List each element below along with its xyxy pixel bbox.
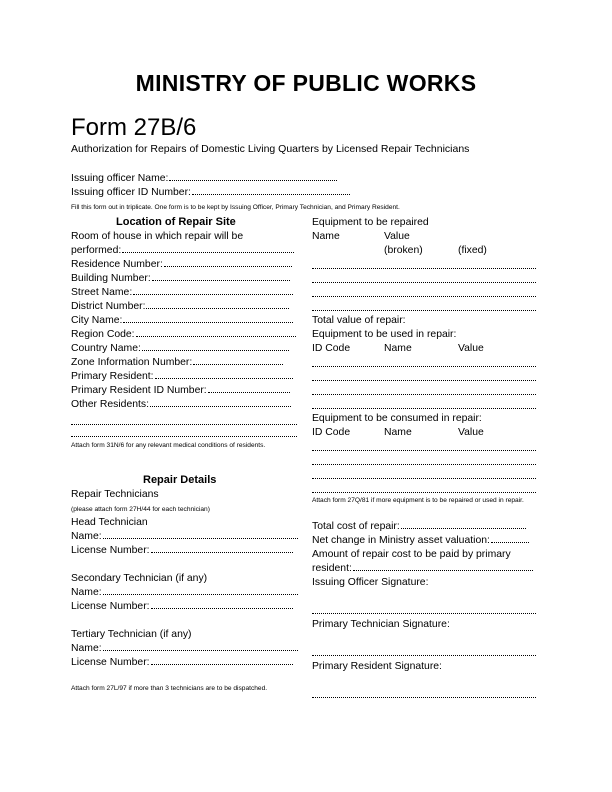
amount-paid-label-line2: resident: [312,563,352,574]
repaired-col-fixed: (fixed) [458,245,487,256]
street-name-label: Street Name: [71,287,133,298]
issuing-officer-name-field[interactable] [71,172,337,186]
attach-each-technician-note: (please attach form 27H/44 for each technician) [71,506,210,513]
equipment-used-row[interactable] [312,408,536,409]
street-name-field[interactable] [71,286,293,300]
issuing-officer-id-field[interactable] [71,186,350,200]
total-value-label: Total value of repair: [312,315,406,326]
form-number: Form 27B/6 [71,114,197,141]
city-name-field[interactable] [71,314,293,328]
total-cost-line[interactable] [401,528,526,529]
attach-more-equipment-note: Attach form 27Q/81 if more equipment is to be repaired or used in repair. [312,497,524,504]
primary-resident-label: Primary Resident: [71,371,154,382]
region-code-field[interactable] [71,328,296,342]
room-label-line2: performed: [71,245,122,256]
net-change-line[interactable] [491,542,529,543]
secondary-technician-name-label: Name: [71,587,102,598]
country-name-field[interactable] [71,342,289,356]
head-technician-license-field[interactable] [71,544,293,558]
issuing-officer-id-line[interactable] [192,194,350,195]
total-cost-field[interactable] [312,520,526,534]
consumed-col-value: Value [458,427,484,438]
primary-technician-signature-label: Primary Technician Signature: [312,619,450,630]
district-number-line[interactable] [146,308,289,309]
equipment-repaired-row[interactable] [312,310,536,311]
tertiary-technician-name-line[interactable] [103,650,298,651]
ministry-title: MINISTRY OF PUBLIC WORKS [135,70,477,96]
tertiary-technician-label: Tertiary Technician (if any) [71,629,192,640]
equipment-repaired-row[interactable] [312,268,536,269]
room-field[interactable] [71,244,294,258]
repair-technicians-label: Repair Technicians [71,489,159,500]
equipment-consumed-title: Equipment to be consumed in repair: [312,413,482,424]
issuing-officer-signature-label: Issuing Officer Signature: [312,577,429,588]
district-number-field[interactable] [71,300,289,314]
repaired-col-value: Value [384,231,410,242]
residence-number-label: Residence Number: [71,259,163,270]
location-heading: Location of Repair Site [116,216,236,228]
consumed-col-name: Name [384,427,412,438]
country-name-label: Country Name: [71,343,141,354]
primary-resident-line[interactable] [155,378,293,379]
head-technician-name-field[interactable] [71,530,298,544]
used-col-name: Name [384,343,412,354]
secondary-technician-name-line[interactable] [103,594,298,595]
building-number-label: Building Number: [71,273,151,284]
form-subtitle: Authorization for Repairs of Domestic Living Quarters by Licensed Repair Technicians [71,143,470,155]
amount-paid-label-line1: Amount of repair cost to be paid by primary [312,549,511,560]
secondary-technician-name-field[interactable] [71,586,298,600]
tertiary-technician-name-label: Name: [71,643,102,654]
zone-information-label: Zone Information Number: [71,357,193,368]
net-change-field[interactable] [312,534,529,548]
residence-number-field[interactable] [71,258,292,272]
room-line[interactable] [122,252,294,253]
region-code-line[interactable] [136,336,296,337]
other-residents-line-2[interactable] [71,424,297,425]
secondary-technician-license-line[interactable] [151,608,293,609]
equipment-repaired-title: Equipment to be repaired [312,217,429,228]
primary-resident-field[interactable] [71,370,293,384]
equipment-used-title: Equipment to be used in repair: [312,329,457,340]
region-code-label: Region Code: [71,329,135,340]
residence-number-line[interactable] [164,266,292,267]
amount-paid-field[interactable] [312,562,533,576]
building-number-field[interactable] [71,272,290,286]
other-residents-field[interactable] [71,398,291,412]
zone-information-field[interactable] [71,356,283,370]
net-change-label: Net change in Ministry asset valuation: [312,535,490,546]
head-technician-license-line[interactable] [151,552,293,553]
equipment-consumed-row[interactable] [312,492,536,493]
equipment-repaired-row[interactable] [312,296,536,297]
building-number-line[interactable] [152,280,290,281]
issuing-officer-signature-line[interactable] [312,613,536,614]
used-col-id: ID Code [312,343,351,354]
other-residents-label: Other Residents: [71,399,149,410]
repaired-col-broken: (broken) [384,245,423,256]
city-name-label: City Name: [71,315,123,326]
equipment-repaired-row[interactable] [312,282,536,283]
tertiary-technician-name-field[interactable] [71,642,298,656]
city-name-line[interactable] [123,322,293,323]
primary-resident-id-line[interactable] [208,392,290,393]
primary-resident-id-field[interactable] [71,384,290,398]
tertiary-technician-license-line[interactable] [151,664,293,665]
issuing-officer-name-line[interactable] [169,180,337,181]
secondary-technician-label: Secondary Technician (if any) [71,573,208,584]
secondary-technician-license-label: License Number: [71,601,150,612]
head-technician-name-line[interactable] [103,538,298,539]
room-label-line1: Room of house in which repair will be [71,231,244,242]
head-technician-name-label: Name: [71,531,102,542]
triplicate-note: Fill this form out in triplicate. One form is to be kept by Issuing Officer, Primary Technician, and Primary Resident. [71,204,400,211]
equipment-consumed-row[interactable] [312,450,536,451]
primary-technician-signature-line[interactable] [312,655,536,656]
total-cost-label: Total cost of repair: [312,521,400,532]
head-technician-license-label: License Number: [71,545,150,556]
repaired-col-name: Name [312,231,340,242]
equipment-used-row[interactable] [312,394,536,395]
equipment-consumed-row[interactable] [312,478,536,479]
tertiary-technician-license-label: License Number: [71,657,150,668]
equipment-used-row[interactable] [312,380,536,381]
used-col-value: Value [458,343,484,354]
other-residents-line[interactable] [150,406,291,407]
equipment-consumed-row[interactable] [312,464,536,465]
zone-information-line[interactable] [193,364,283,365]
repair-details-heading: Repair Details [143,474,217,486]
tertiary-technician-license-field[interactable] [71,656,293,670]
attach-more-technicians-note: Attach form 27L/97 if more than 3 technicians are to be dispatched. [71,685,268,692]
primary-resident-signature-label: Primary Resident Signature: [312,661,442,672]
street-name-line[interactable] [133,294,293,295]
total-value-field[interactable] [312,314,406,328]
issuing-officer-name-label: Issuing officer Name: [71,173,169,184]
country-name-line[interactable] [142,350,289,351]
equipment-used-row[interactable] [312,366,536,367]
issuing-officer-id-label: Issuing officer ID Number: [71,187,191,198]
amount-paid-line[interactable] [353,570,533,571]
primary-resident-signature-line[interactable] [312,697,536,698]
primary-resident-id-label: Primary Resident ID Number: [71,385,207,396]
consumed-col-id: ID Code [312,427,351,438]
secondary-technician-license-field[interactable] [71,600,293,614]
district-number-label: District Number: [71,301,146,312]
medical-conditions-note: Attach form 31N/6 for any relevant medical conditions of residents. [71,442,266,449]
head-technician-label: Head Technician [71,517,148,528]
other-residents-line-3[interactable] [71,436,297,437]
